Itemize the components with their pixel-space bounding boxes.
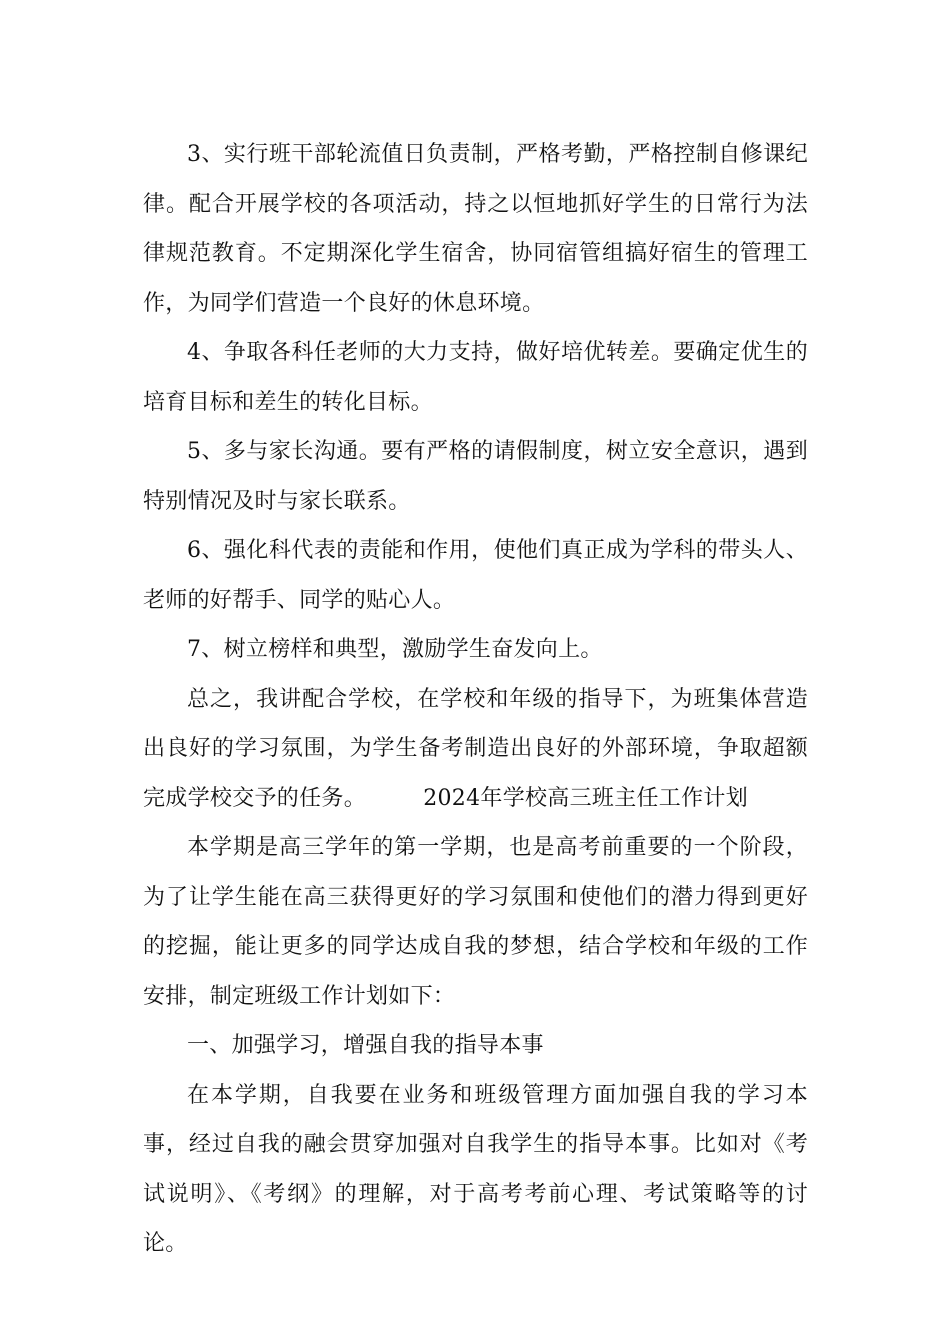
document-title: 2024年学校高三班主任工作计划 — [423, 785, 748, 811]
paragraph-section-1: 在本学期，自我要在业务和班级管理方面加强自我的学习本事，经过自我的融会贯穿加强对自我学生的指导本事。比如对《考试说明》、《考纲》的理解，对于高考考前心理、考试策略等的讨论。 — [143, 1082, 808, 1256]
section-heading-1: 一、加强学习，增强自我的指导本事 — [187, 1033, 544, 1058]
paragraph-item-4: 4、争取各科任老师的大力支持，做好培优转差。要确定优生的培育目标和差生的转化目标。 — [143, 340, 808, 415]
paragraph-intro: 本学期是高三学年的第一学期，也是高考前重要的一个阶段，为了让学生能在高三获得更好的学习氛围和使他们的潜力得到更好的挖掘，能让更多的同学达成自我的梦想，结合学校和年级的工作安排，制定班级工作计划如下： — [143, 835, 808, 1009]
document-body — [143, 130, 808, 1269]
paragraph-item-6: 6、强化科代表的责能和作用，使他们真正成为学科的带头人、老师的好帮手、同学的贴心人。 — [143, 538, 808, 613]
paragraph-summary — [143, 675, 808, 824]
paragraph-item-7: 7、树立榜样和典型，激励学生奋发向上。 — [187, 637, 603, 662]
paragraph-item-5: 5、多与家长沟通。要有严格的请假制度，树立安全意识，遇到特别情况及时与家长联系。 — [143, 439, 808, 514]
summary-text: 总之，我讲配合学校，在学校和年级的指导下，为班集体营造出良好的学习氛围，为学生备考制造出良好的外部环境，争取超额完成学校交予的任务。 — [143, 686, 808, 811]
paragraph-item-3: 3、实行班干部轮流值日负责制，严格考勤，严格控制自修课纪律。配合开展学校的各项活动，持之以恒地抓好学生的日常行为法律规范教育。不定期深化学生宿舍，协同宿管组搞好宿生的管理工作，为同学们营造一个良好的休息环境。 — [143, 142, 808, 316]
